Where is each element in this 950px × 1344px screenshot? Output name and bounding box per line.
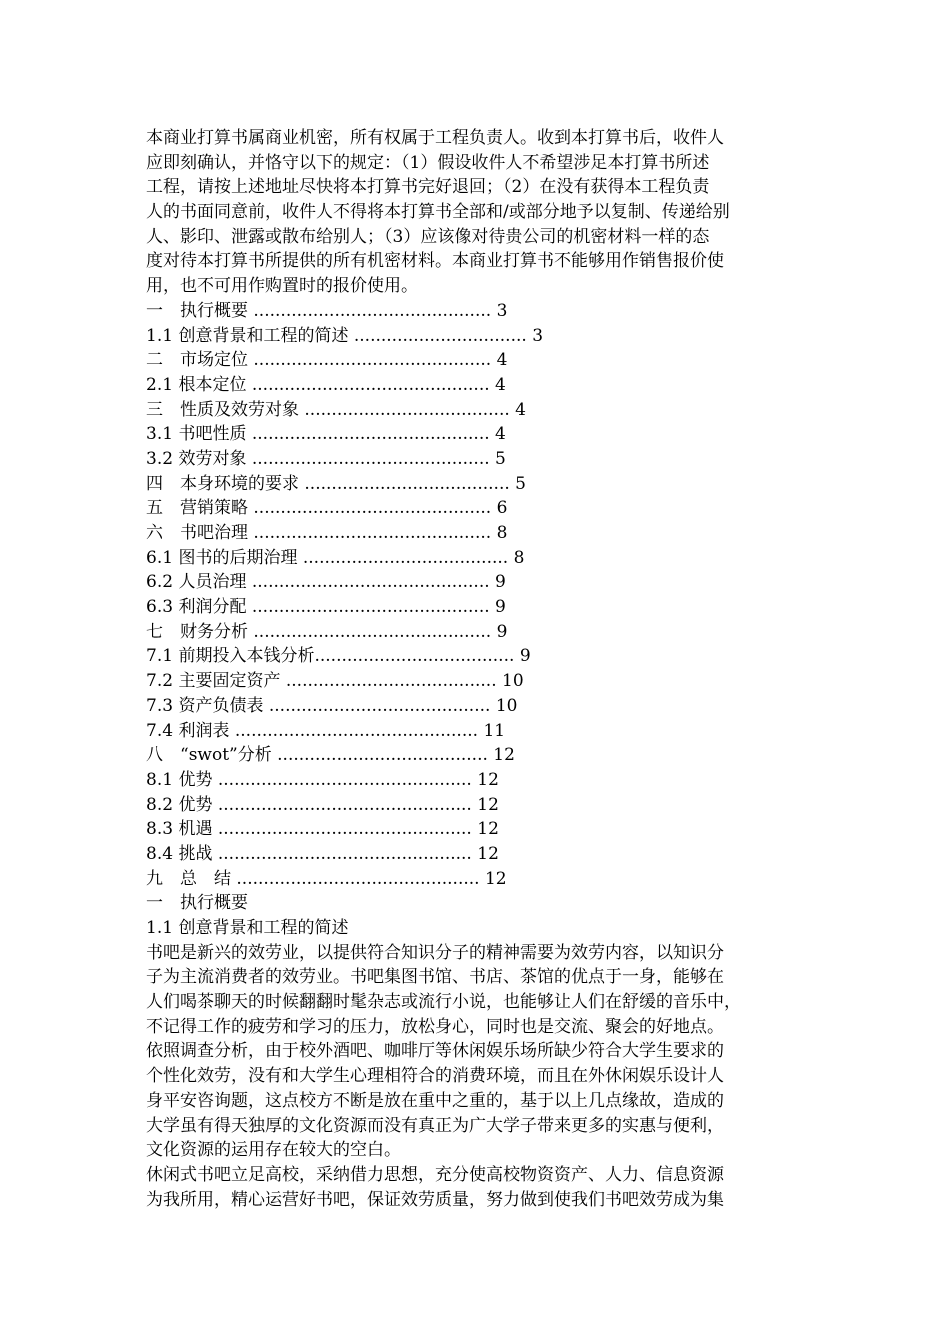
toc-entry[interactable] <box>146 422 806 447</box>
toc-label: 七 财务分析 <box>146 621 248 642</box>
body-line: 为我所用，精心运营好书吧，保证效劳质量，努力做到使我们书吧效劳成为集 <box>146 1189 724 1210</box>
toc-leader: ......................................... <box>263 695 496 716</box>
table-of-contents <box>146 299 806 892</box>
toc-label: 8.2 优势 <box>146 794 213 815</box>
toc-entry[interactable] <box>146 398 806 423</box>
toc-leader: ............................................... <box>212 794 478 815</box>
toc-page-number: 12 <box>493 745 515 766</box>
toc-leader: ....................................... <box>280 671 503 692</box>
toc-leader: ...................................... <box>299 399 516 420</box>
toc-entry[interactable] <box>146 595 806 620</box>
toc-page-number: 3 <box>532 325 544 346</box>
toc-leader: ..................................... <box>314 646 520 667</box>
toc-page-number: 4 <box>495 374 506 395</box>
toc-page-number: 8 <box>513 547 525 568</box>
toc-entry[interactable] <box>146 299 806 324</box>
toc-page-number: 11 <box>483 720 506 741</box>
toc-label: 7.3 资产负债表 <box>146 695 264 716</box>
toc-leader: ...................................... <box>299 473 516 494</box>
toc-page-number: 12 <box>477 819 499 840</box>
toc-leader: ....................................... <box>271 745 494 766</box>
toc-leader: ............................................ <box>248 523 497 543</box>
toc-entry[interactable] <box>146 867 806 892</box>
toc-page-number: 5 <box>495 448 506 469</box>
intro-line: 本商业打算书属商业机密，所有权属于工程负责人。收到本打算书后，收件人 <box>146 128 724 148</box>
toc-label: 三 性质及效劳对象 <box>146 399 299 420</box>
intro-line: 人的书面同意前，收件人不得将本打算书全部和/或部分地予以复制、传递给别 <box>146 202 730 223</box>
toc-page-number: 6 <box>496 498 508 519</box>
toc-page-number: 9 <box>495 597 506 618</box>
toc-label: 1.1 创意背景和工程的简述 <box>146 325 349 346</box>
body-paragraphs <box>146 941 806 1213</box>
toc-label: 2.1 根本定位 <box>146 374 247 395</box>
toc-entry[interactable] <box>146 570 806 595</box>
toc-entry[interactable] <box>146 546 806 571</box>
toc-entry[interactable] <box>146 472 806 497</box>
toc-label: 3.2 效劳对象 <box>146 448 247 469</box>
body-line: 文化资源的运用存在较大的空白。 <box>146 1140 401 1161</box>
intro-line: 人、影印、泄露或散布给别人；（3）应该像对待贵公司的机密材料一样的态 <box>146 226 710 247</box>
toc-page-number: 10 <box>495 695 518 716</box>
toc-leader: ............................................... <box>212 843 478 864</box>
body-line: 个性化效劳，没有和大学生心理相符合的消费环境，而且在外休闲娱乐设计人 <box>146 1066 724 1087</box>
toc-leader: ...................................... <box>297 547 514 568</box>
toc-leader: ............................................. <box>231 868 485 889</box>
toc-page-number: 10 <box>502 671 524 692</box>
toc-entry[interactable] <box>146 373 806 398</box>
body-line: 身平安咨询题，这点校方不断是放在重中之重的，基于以上几点缘故，造成的 <box>146 1090 724 1111</box>
toc-entry[interactable] <box>146 620 806 645</box>
body-line: 不记得工作的疲劳和学习的压力，放松身心，同时也是交流、聚会的好地点。 <box>146 1016 724 1037</box>
toc-entry[interactable] <box>146 496 806 521</box>
toc-leader: ............................................ <box>246 572 496 593</box>
toc-entry[interactable] <box>146 817 806 842</box>
toc-label: 8.4 挑战 <box>146 843 213 864</box>
toc-entry[interactable] <box>146 719 806 744</box>
toc-leader: ............................................ <box>246 597 496 618</box>
toc-page-number: 9 <box>519 646 531 667</box>
toc-label: 6.1 图书的后期治理 <box>146 547 298 568</box>
toc-entry[interactable] <box>146 644 806 669</box>
toc-label: 6.2 人员治理 <box>146 572 247 593</box>
body-line: 人们喝茶聊天的时候翻翻时髦杂志或流行小说，也能够让人们在舒缓的音乐中， <box>146 992 741 1013</box>
toc-label: 五 营销策略 <box>146 498 248 519</box>
toc-page-number: 5 <box>515 473 526 494</box>
toc-entry[interactable] <box>146 521 806 546</box>
toc-label: 六 书吧治理 <box>146 523 248 543</box>
toc-page-number: 4 <box>496 350 508 371</box>
toc-leader: ............................................... <box>212 769 478 790</box>
toc-label: 7.2 主要固定资产 <box>146 671 281 692</box>
toc-page-number: 8 <box>496 523 508 543</box>
section-heading: 一 执行概要 <box>146 893 248 914</box>
toc-entry[interactable] <box>146 348 806 373</box>
toc-entry[interactable] <box>146 768 806 793</box>
toc-leader: ............................................ <box>248 621 497 642</box>
toc-entry[interactable] <box>146 743 806 768</box>
toc-page-number: 4 <box>515 399 526 420</box>
body-line: 书吧是新兴的效劳业，以提供符合知识分子的精神需要为效劳内容，以知识分 <box>146 942 724 963</box>
toc-leader: ............................................. <box>229 720 484 741</box>
toc-entry[interactable] <box>146 669 806 694</box>
toc-page-number: 9 <box>495 572 506 593</box>
intro-line: 度对待本打算书所提供的所有机密材料。本商业打算书不能够用作销售报价使 <box>146 251 724 272</box>
document-content <box>146 126 806 1212</box>
toc-page-number: 12 <box>477 843 499 864</box>
toc-label: 四 本身环境的要求 <box>146 473 299 494</box>
toc-page-number: 12 <box>477 769 499 790</box>
toc-label: 7.4 利润表 <box>146 720 230 741</box>
toc-label: 八 “swot”分析 <box>146 745 272 766</box>
toc-leader: ............................................ <box>246 448 496 469</box>
intro-paragraph <box>146 126 806 299</box>
subsection-heading: 1.1 创意背景和工程的简述 <box>146 918 349 938</box>
toc-leader: ............................................ <box>248 300 497 321</box>
intro-line: 用，也不可用作购置时的报价使用。 <box>146 276 418 297</box>
intro-line: 工程，请按上述地址尽快将本打算书完好退回；（2）在没有获得本工程负责 <box>146 177 710 198</box>
toc-entry[interactable] <box>146 447 806 472</box>
body-line: 大学虽有得天独厚的文化资源而没有真正为广大学子带来更多的实惠与便利， <box>146 1115 724 1136</box>
toc-label: 8.3 机遇 <box>146 819 213 840</box>
toc-page-number: 9 <box>496 621 508 642</box>
toc-page-number: 12 <box>477 794 499 815</box>
toc-label: 8.1 优势 <box>146 769 213 790</box>
toc-page-number: 4 <box>495 424 506 445</box>
toc-entry[interactable] <box>146 842 806 867</box>
toc-label: 二 市场定位 <box>146 350 248 371</box>
toc-leader: ............................................... <box>212 819 478 840</box>
toc-leader: ............................................ <box>248 498 497 519</box>
toc-leader: ............................................ <box>246 374 496 395</box>
toc-page-number: 3 <box>496 300 508 321</box>
body-line: 依照调查分析，由于校外酒吧、咖啡厅等休闲娱乐场所缺少符合大学生要求的 <box>146 1041 724 1062</box>
toc-entry[interactable] <box>146 793 806 818</box>
body-line: 子为主流消费者的效劳业。书吧集图书馆、书店、茶馆的优点于一身，能够在 <box>146 967 724 988</box>
toc-label: 一 执行概要 <box>146 300 248 321</box>
toc-label: 7.1 前期投入本钱分析 <box>146 646 315 667</box>
body-line: 休闲式书吧立足高校，采纳借力思想，充分使高校物资资产、人力、信息资源 <box>146 1164 724 1185</box>
toc-label: 6.3 利润分配 <box>146 597 247 618</box>
toc-leader: ............................................ <box>246 424 496 445</box>
toc-entry[interactable] <box>146 694 806 719</box>
toc-label: 九 总 结 <box>146 868 231 889</box>
toc-leader: ................................ <box>348 325 533 346</box>
toc-entry[interactable] <box>146 324 806 349</box>
intro-line: 应即刻确认，并恪守以下的规定：（1）假设收件人不希望涉足本打算书所述 <box>146 152 710 173</box>
toc-label: 3.1 书吧性质 <box>146 424 247 445</box>
toc-page-number: 12 <box>484 868 507 889</box>
toc-leader: ............................................ <box>248 350 497 371</box>
